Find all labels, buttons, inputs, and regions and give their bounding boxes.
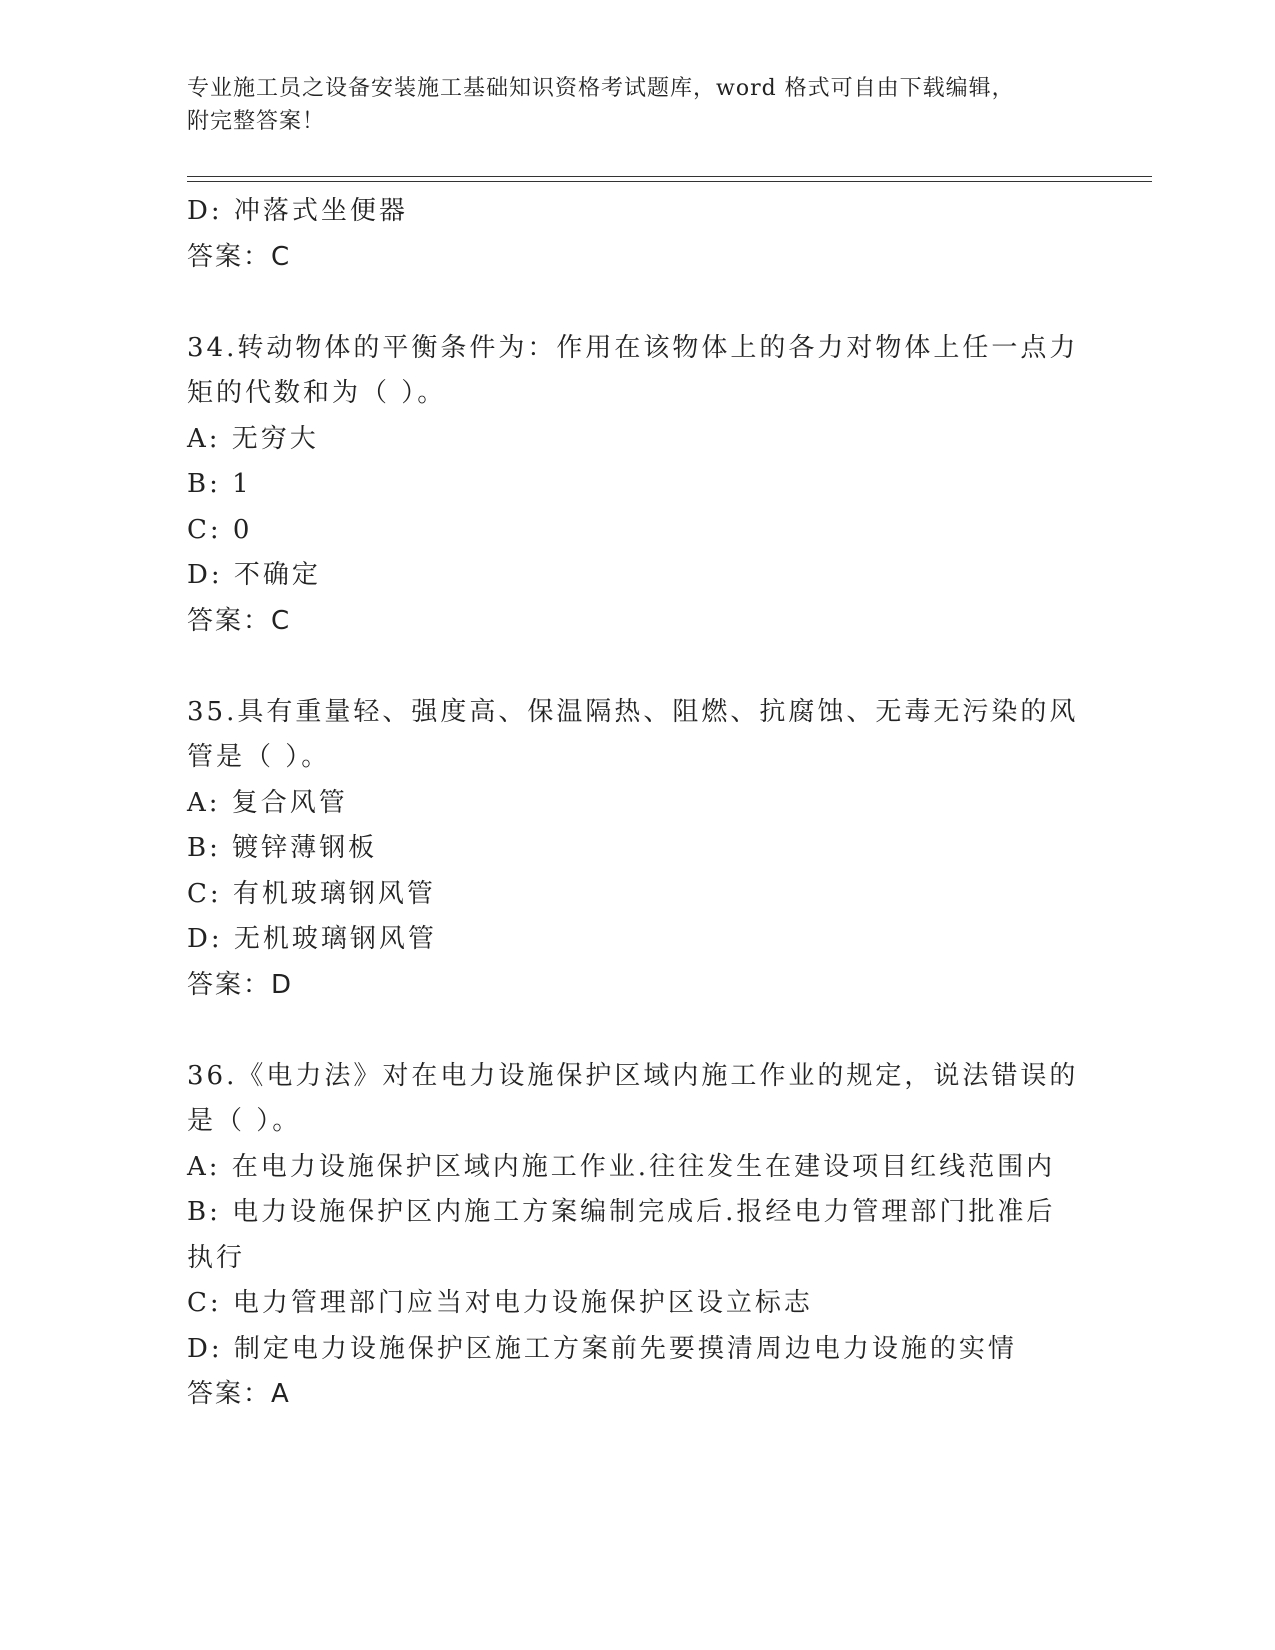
option-d: D: 制定电力设施保护区施工方案前先要摸清周边电力设施的实情: [187, 1333, 1017, 1364]
question-stem-line-1: 35.具有重量轻、强度高、保温隔热、阻燃、抗腐蚀、无毒无污染的风: [187, 696, 1079, 727]
option-a: A: 无穷大: [187, 423, 319, 454]
option-c: C: 0: [187, 514, 253, 545]
question-stem-line-1: 34.转动物体的平衡条件为：作用在该物体上的各力对物体上任一点力: [187, 332, 1079, 363]
spacer: [187, 644, 1067, 690]
answer-line: 答案：C: [187, 241, 292, 272]
option-d: D: 无机玻璃钢风管: [187, 924, 437, 954]
question-stem-line-2: 是（ ）。: [187, 1106, 302, 1136]
option-d: D: 不确定: [187, 560, 321, 590]
option-a: A: 在电力设施保护区域内施工作业.往往发生在建设项目红线范围内: [187, 1151, 1056, 1182]
header-divider: [187, 176, 1152, 182]
option-b: B: 1: [187, 469, 252, 499]
question-content: [187, 189, 1079, 1418]
option-b-line-2: 执行: [187, 1242, 246, 1273]
spacer: [187, 280, 1067, 326]
answer-line: 答案：C: [187, 605, 292, 636]
answer-line: 答案：A: [187, 1379, 291, 1409]
page-header: [187, 72, 1067, 138]
option-c: C: 有机玻璃钢风管: [187, 878, 436, 909]
question-stem-line-2: 矩的代数和为（ ）。: [187, 378, 447, 408]
answer-line: 答案：D: [187, 969, 294, 1000]
question-36: [187, 1054, 1079, 1418]
question-stem-line-1: 36.《电力法》对在电力设施保护区域内施工作业的规定，说法错误的: [187, 1060, 1079, 1091]
option-d: D: 冲落式坐便器: [187, 196, 408, 226]
question-35: [187, 690, 1079, 1009]
option-b: B: 镀锌薄钢板: [187, 833, 378, 863]
previous-question-tail: [187, 189, 1067, 280]
question-34: [187, 326, 1079, 645]
option-b-line-1: B: 电力设施保护区内施工方案编制完成后.报经电力管理部门批准后: [187, 1197, 1056, 1227]
header-line-2: 附完整答案！: [187, 109, 326, 134]
header-line-1: 专业施工员之设备安装施工基础知识资格考试题库，word 格式可自由下载编辑，: [187, 76, 1015, 101]
option-a: A: 复合风管: [187, 787, 348, 818]
spacer: [187, 1008, 1067, 1054]
question-stem-line-2: 管是（ ）。: [187, 742, 331, 772]
option-c: C: 电力管理部门应当对电力设施保护区设立标志: [187, 1288, 813, 1318]
